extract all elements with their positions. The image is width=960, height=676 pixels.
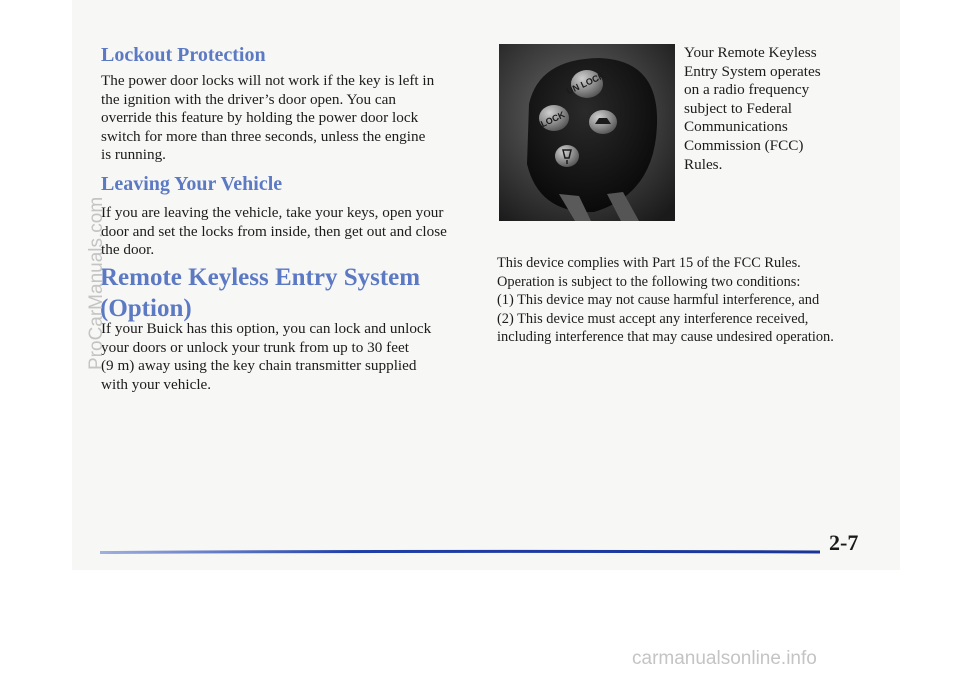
lock-label: LOCK: [539, 109, 567, 130]
leaving-line: the door.: [101, 241, 155, 259]
lockout-line: The power door locks will not work if the key is left in: [101, 72, 435, 89]
leaving-paragraph: [101, 204, 447, 260]
rke-heading-line: (Option): [100, 295, 192, 322]
lockout-line: switch for more than three seconds, unless the engine: [101, 127, 426, 145]
fob-caption-line: Entry System operates: [684, 62, 821, 80]
footer-rule: [100, 542, 820, 548]
fcc-line: Operation is subject to the following two conditions:: [497, 273, 801, 290]
rke-heading-line: Remote Keyless Entry System: [100, 264, 421, 291]
fob-caption-line: Commission (FCC): [684, 136, 804, 154]
fcc-line: This device complies with Part 15 of the FCC Rules.: [497, 255, 801, 271]
fob-caption: [684, 44, 821, 174]
lockout-line: override this feature by holding the power door lock: [101, 109, 419, 127]
rke-line: with your vehicle.: [101, 375, 212, 393]
lockout-heading: Lockout Protection: [101, 44, 266, 66]
lockout-line: the ignition with the driver’s door open. You can: [101, 90, 396, 108]
key-fob-illustration: [499, 44, 675, 221]
side-watermark: ProCarManuals.com: [86, 196, 107, 370]
fcc-line: (2) This device must accept any interference received,: [497, 310, 809, 327]
leaving-line: door and set the locks from inside, then get out and close: [101, 222, 447, 240]
key-fob-photo: [499, 44, 675, 221]
lockout-paragraph: [101, 72, 434, 165]
fob-caption-line: on a radio frequency: [684, 81, 810, 99]
fob-caption-line: Communications: [684, 118, 788, 136]
fob-caption-line: subject to Federal: [684, 99, 792, 117]
page-number: 2-7: [829, 530, 859, 555]
fcc-notice: [497, 254, 834, 347]
unlock-label: UN LOCK: [565, 70, 607, 97]
fcc-line: (1) This device may not cause harmful interference, and: [497, 292, 820, 308]
lockout-line: is running.: [101, 146, 166, 164]
rke-line: (9 m) away using the key chain transmitter supplied: [101, 357, 417, 375]
fcc-line: including interference that may cause undesired operation.: [497, 329, 834, 345]
rke-paragraph: [101, 320, 431, 394]
footer-rule-line: [100, 549, 820, 555]
rke-line: If your Buick has this option, you can lock and unlock: [101, 320, 432, 337]
bottom-watermark: carmanualsonline.info: [632, 648, 817, 669]
leaving-line: If you are leaving the vehicle, take your keys, open your: [101, 204, 444, 221]
fob-caption-line: Rules.: [684, 155, 723, 173]
rke-heading: [100, 262, 420, 324]
rke-line: your doors or unlock your trunk from up to 30 feet: [101, 338, 409, 356]
fob-caption-line: Your Remote Keyless: [684, 44, 817, 61]
leaving-heading: Leaving Your Vehicle: [101, 173, 283, 195]
